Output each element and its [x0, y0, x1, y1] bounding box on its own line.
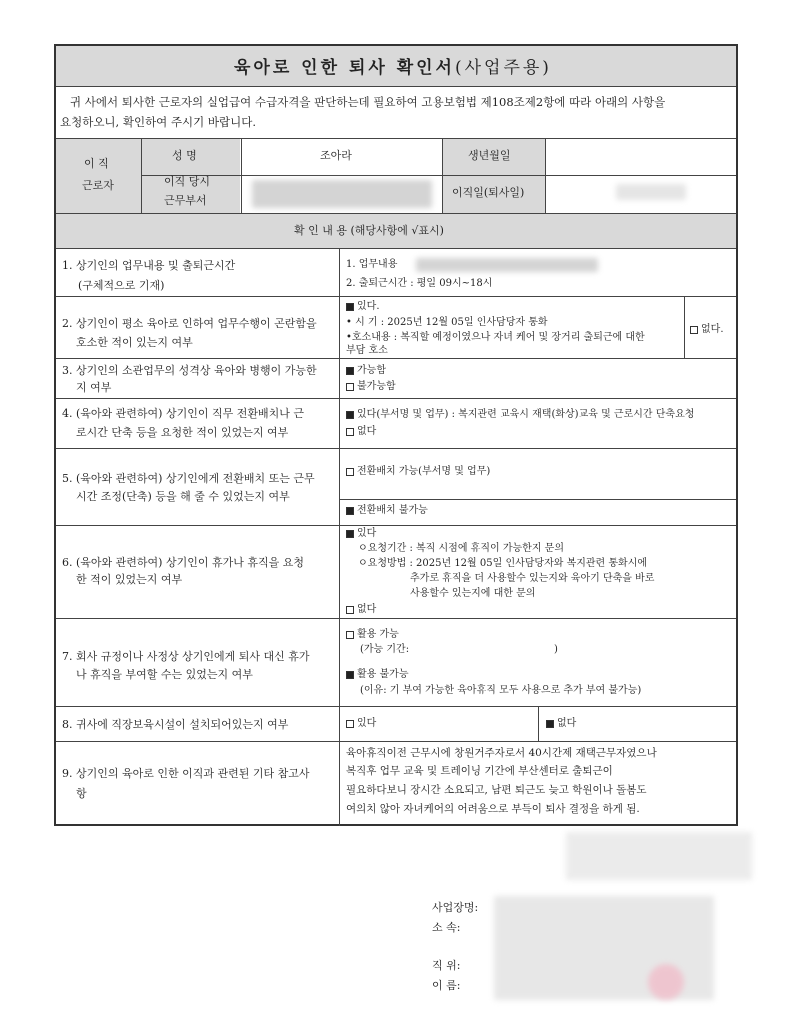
- q4-opt1-checkbox[interactable]: [346, 411, 354, 419]
- q3-opt1-label: 가능함: [357, 365, 386, 376]
- q9-label-2: 항: [76, 787, 87, 800]
- q5-opt2-checkbox[interactable]: [346, 507, 354, 515]
- q8-opt2-checkbox[interactable]: [546, 720, 554, 728]
- q5-opt1-label: 전환배치 가능(부서명 및 업무): [357, 466, 491, 477]
- q4-opt2-label: 없다: [357, 426, 377, 437]
- q4-opt2-checkbox[interactable]: [346, 428, 354, 436]
- birth-label: 생년월일: [468, 149, 511, 162]
- form-title: [234, 56, 552, 81]
- redacted-dept: [252, 180, 432, 208]
- q8-label: 8. 귀사에 직장보육시설이 설치되어있는지 여부: [62, 718, 289, 731]
- q6-no-checkbox[interactable]: [346, 606, 354, 614]
- q5-label-2: 시간 조정(단축) 등을 해 줄 수 있었는지 여부: [76, 490, 290, 503]
- q2-label-1: 2. 상기인이 평소 육아로 인하여 업무수행이 곤란함을: [62, 317, 317, 330]
- q2-no: [690, 323, 724, 338]
- q2-content: •호소내용 : 복직할 예정이였으나 자녀 케어 및 장거리 출퇴근에 대한: [346, 332, 645, 343]
- q7-label-2: 나 휴직을 부여할 수는 있었는지 여부: [76, 668, 253, 681]
- q9-answer-2: 복직후 업무 교육 및 트레이닝 기간에 부산센터로 출퇴근이: [346, 765, 613, 777]
- q5-label-1: 5. (육아와 관련하여) 상기인에게 전환배치 또는 근무: [62, 472, 315, 485]
- q6-no: [346, 603, 376, 618]
- q7-opt2-label: 활용 불가능: [357, 669, 409, 680]
- q5-opt1: [346, 465, 490, 480]
- q3-opt2-checkbox[interactable]: [346, 383, 354, 391]
- q3-opt1-checkbox[interactable]: [346, 367, 354, 375]
- q2-no-checkbox[interactable]: [690, 326, 698, 334]
- redacted-date: [566, 832, 752, 880]
- q9-answer-1: 육아휴직이전 근무시에 창원거주자로서 40시간제 재택근무자였으나: [346, 747, 657, 759]
- dept-label-1: 이직 당시: [164, 175, 211, 188]
- q3-opt2-label: 불가능함: [357, 381, 396, 392]
- worker-group-cell: [56, 139, 141, 213]
- name-value: 조아라: [320, 149, 352, 162]
- q6-yes-label: 있다: [357, 528, 377, 539]
- q9-label-1: 9. 상기인의 육아로 인한 이직과 관련된 기타 참고사: [62, 767, 310, 780]
- q1-answer-2: 2. 출퇴근시간 : 평일 09시~18시: [346, 278, 493, 289]
- redacted-work: [416, 258, 598, 272]
- q6-period: ㅇ요청기간 : 복직 시점에 휴직이 가능한지 문의: [358, 543, 564, 554]
- q2-label-2: 호소한 적이 있는지 여부: [76, 336, 193, 349]
- q4-label-1: 4. (육아와 관련하여) 상기인이 직무 전환배치나 근: [62, 407, 304, 420]
- q4-opt1-label: 있다(부서명 및 업무) : 복지관련 교육시 재택(화상)교육 및 근로시간 단축요청: [357, 409, 695, 420]
- q4-label-2: 로시간 단축 등을 요청한 적이 있었는지 여부: [76, 426, 289, 439]
- q8-opt1: [346, 717, 376, 732]
- q6-label-2: 한 적이 있었는지 여부: [76, 573, 183, 586]
- redacted-leave-date: [616, 184, 686, 200]
- company-label: 사업장명:: [432, 901, 479, 914]
- q7-label-1: 7. 회사 규정이나 사정상 상기인에게 퇴사 대신 휴가: [62, 650, 310, 663]
- q7-opt2: [346, 668, 408, 683]
- q3-label-1: 3. 상기인의 소관업무의 성격상 육아와 병행이 가능한: [62, 364, 317, 377]
- q6-method-3: 사용할수 있는지에 대한 문의: [410, 588, 536, 599]
- q4-opt1: [346, 408, 694, 423]
- stamp: [648, 964, 684, 1000]
- q8-opt1-label: 있다: [357, 718, 377, 729]
- q8-opt2: [546, 717, 576, 732]
- name-label: 성 명: [172, 149, 197, 162]
- person-name-label: 이 름:: [432, 979, 461, 992]
- q7-opt1-close: ): [554, 644, 558, 655]
- q6-method-2: 추가로 휴직을 더 사용할수 있는지와 육아기 단축을 바로: [410, 573, 655, 584]
- q7-opt2-checkbox[interactable]: [346, 671, 354, 679]
- position-label: 직 위:: [432, 959, 461, 972]
- q8-opt2-label: 없다: [557, 718, 577, 729]
- q3-label-2: 지 여부: [76, 381, 112, 394]
- intro-line-2: 요청하오니, 확인하여 주시기 바랍니다.: [60, 115, 257, 129]
- q1-label-2: (구체적으로 기재): [78, 279, 165, 292]
- q3-opt1: [346, 364, 386, 379]
- q3-opt2: [346, 380, 396, 395]
- q9-answer-3: 필요하다보니 장시간 소요되고, 남편 퇴근도 늦고 학원이나 돌봄도: [346, 784, 647, 796]
- q6-label-1: 6. (육아와 관련하여) 상기인이 휴가나 휴직을 요청: [62, 556, 304, 569]
- q9-answer-4: 여의치 않아 자녀케어의 어려움으로 부득이 퇴사 결정을 하게 됨.: [346, 803, 640, 815]
- q2-yes-checkbox[interactable]: [346, 303, 354, 311]
- q7-opt1-label: 활용 가능: [357, 629, 399, 640]
- leave-date-label: 이직일(퇴사일): [452, 186, 525, 199]
- q7-opt1: [346, 628, 399, 643]
- q7-opt1-detail: (가능 기간:: [360, 644, 410, 655]
- q2-time: • 시 기 : 2025년 12월 05일 인사담당자 통화: [346, 317, 548, 328]
- intro-line-1: 귀 사에서 퇴사한 근로자의 실업급여 수급자격을 판단하는데 필요하여 고용보험법 제108조제2항에 따라 아래의 사항을: [70, 95, 666, 109]
- q7-opt1-checkbox[interactable]: [346, 631, 354, 639]
- section-header: 확 인 내 용 (해당사항에 √표시): [294, 224, 444, 237]
- q6-method-1: ㅇ요청방법 : 2025년 12월 05일 인사담당자와 복지관련 통화시에: [358, 558, 648, 569]
- q1-label-1: 1. 상기인의 업무내용 및 출퇴근시간: [62, 259, 236, 272]
- q2-yes: [346, 300, 380, 315]
- q6-yes-checkbox[interactable]: [346, 530, 354, 538]
- q5-opt2-label: 전환배치 불가능: [357, 505, 428, 516]
- q2-content-2: 부담 호소: [346, 345, 388, 356]
- dept-label-2: 근무부서: [164, 194, 207, 207]
- q5-opt1-checkbox[interactable]: [346, 468, 354, 476]
- q7-opt2-detail: (이유: 기 부여 가능한 육아휴직 모두 사용으로 추가 부여 불가능): [360, 685, 642, 696]
- q1-answer-1: 1. 업무내용: [346, 259, 398, 270]
- q5-opt2: [346, 504, 428, 519]
- form-frame: [54, 44, 738, 826]
- worker-group-label-1: 이 직: [84, 157, 109, 170]
- q8-opt1-checkbox[interactable]: [346, 720, 354, 728]
- column-divider: [339, 248, 340, 826]
- title-sub: (사업주용): [454, 58, 552, 78]
- title-main: 육아로 인한 퇴사 확인서: [234, 58, 455, 78]
- q6-no-label: 없다: [357, 604, 377, 615]
- dept-label: 소 속:: [432, 921, 461, 934]
- worker-group-label-2: 근로자: [82, 179, 114, 192]
- q4-opt2: [346, 425, 376, 440]
- q6-yes: [346, 527, 376, 542]
- q2-no-label: 없다.: [701, 324, 724, 335]
- q2-yes-label: 있다.: [357, 301, 380, 312]
